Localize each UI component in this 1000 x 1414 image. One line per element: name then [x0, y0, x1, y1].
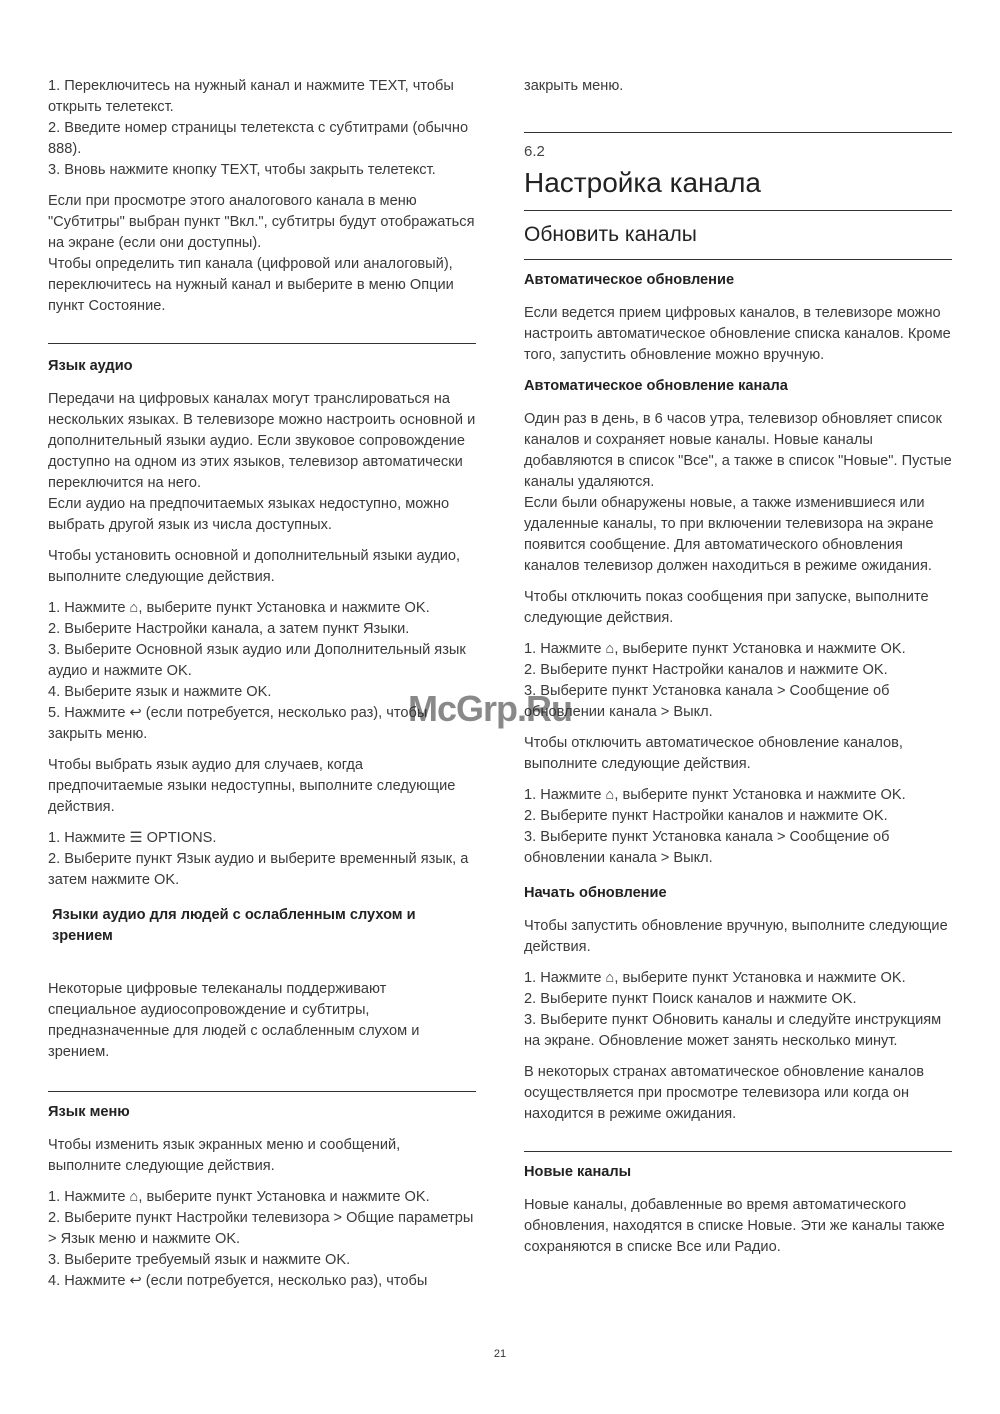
audio-step-2: 2. Выберите Настройки канала, а затем пункт Языки. — [48, 621, 410, 637]
channel-type-para: Чтобы определить тип канала (цифровой или аналоговый), переключитесь на нужный канал и выберите в меню Опции пункт Состояние. — [48, 256, 454, 314]
page-number: 21 — [493, 1348, 507, 1360]
auto-channel-para-2: Если были обнаружены новые, а также изменившиеся или удаленные каналы, то при включении телевизора на экране появится сообщение. Для автоматического обновления каналов телевизор должен находиться в режиме ожидания. — [524, 495, 934, 574]
msg-step-2: 2. Выберите пункт Настройки каналов и нажмите OK. — [524, 662, 888, 678]
menu-language-para: Чтобы изменить язык экранных меню и сообщений, выполните следующие действия. — [48, 1137, 401, 1174]
start-update-steps — [524, 968, 952, 1052]
impaired-audio-para: Некоторые цифровые телеканалы поддерживают специальное аудиосопровождение и субтитры, предназначенные для людей с ослабленным слухом и зрением. — [48, 981, 420, 1060]
audio-language-para-3: Чтобы установить основной и дополнительный языки аудио, выполните следующие действия. — [48, 548, 461, 585]
options-step-2: 2. Выберите пункт Язык аудио и выберите временный язык, а затем нажмите OK. — [48, 851, 469, 888]
disable-message-steps — [524, 639, 952, 723]
audio-language-para-4: Чтобы выбрать язык аудио для случаев, когда предпочитаемые языки недоступны, выполните следующие действия. — [48, 757, 456, 815]
divider — [48, 343, 476, 344]
update-channels-heading: Обновить каналы — [524, 223, 697, 246]
msg-step-3: 3. Выберите пункт Установка канала > Сообщение об обновлении канала > Выкл. — [524, 683, 890, 720]
divider — [524, 210, 952, 211]
menu-step-4: 4. Нажмите ↩ (если потребуется, несколько раз), чтобы — [48, 1273, 428, 1289]
watermark: McGrp.Ru — [408, 688, 573, 729]
start-update-para: Чтобы запустить обновление вручную, выполните следующие действия. — [524, 918, 948, 955]
divider — [524, 259, 952, 260]
audio-language-para-2: Если аудио на предпочитаемых языках недоступно, можно выбрать другой язык из числа доступных. — [48, 496, 450, 533]
audio-language-para-1: Передачи на цифровых каналах могут транслироваться на нескольких языках. В телевизоре можно настроить основной и дополнительный языки аудио. Если звуковое сопровождение доступно на одном из этих языков, телевизор автоматически переключится на него. — [48, 391, 476, 491]
audio-language-heading: Язык аудио — [48, 358, 133, 374]
start-step-3: 3. Выберите пункт Обновить каналы и следуйте инструкциям на экране. Обновление может занять несколько минут. — [524, 1012, 942, 1049]
intro-step-3: 3. Вновь нажмите кнопку TEXT, чтобы закрыть телетекст. — [48, 162, 436, 178]
menu-step-1: 1. Нажмите ⌂, выберите пункт Установка и нажмите OK. — [48, 1189, 430, 1205]
auto-step-3: 3. Выберите пункт Установка канала > Сообщение об обновлении канала > Выкл. — [524, 829, 890, 866]
section-title: Настройка канала — [524, 167, 762, 198]
options-step-1: 1. Нажмите ☰ OPTIONS. — [48, 830, 217, 846]
start-step-2: 2. Выберите пункт Поиск каналов и нажмите OK. — [524, 991, 857, 1007]
menu-step-2: 2. Выберите пункт Настройки телевизора > Общие параметры > Язык меню и нажмите OK. — [48, 1210, 474, 1247]
start-update-para-2: В некоторых странах автоматическое обновление каналов осуществляется при просмотре телевизора или когда он находится в режиме ожидания. — [524, 1064, 924, 1122]
intro-step-2: 2. Введите номер страницы телетекста с субтитрами (обычно 888). — [48, 120, 469, 157]
audio-step-5: 5. Нажмите ↩ (если потребуется, несколько раз), чтобы закрыть меню. — [48, 705, 428, 742]
divider — [48, 1091, 476, 1092]
auto-update-heading: Автоматическое обновление — [524, 272, 735, 288]
right-column — [524, 76, 952, 1268]
audio-step-4: 4. Выберите язык и нажмите OK. — [48, 684, 272, 700]
auto-channel-para-4: Чтобы отключить автоматическое обновление каналов, выполните следующие действия. — [524, 735, 903, 772]
divider — [524, 132, 952, 133]
intro-step-1: 1. Переключитесь на нужный канал и нажмите TEXT, чтобы открыть телетекст. — [48, 78, 454, 115]
start-update-heading: Начать обновление — [524, 885, 667, 901]
auto-channel-para-1: Один раз в день, в 6 часов утра, телевизор обновляет список каналов и сохраняет новые каналы. Новые каналы добавляются в список "Все", а также в список "Новые". Пустые каналы удаляются. — [524, 411, 952, 490]
new-channels-para: Новые каналы, добавленные во время автоматического обновления, находятся в списке Новые. Эти же каналы также сохраняются в списке Все или Радио. — [524, 1197, 945, 1255]
analog-subtitles-para: Если при просмотре этого аналогового канала в меню "Субтитры" выбран пункт "Вкл.", субтитры будут отображаться на экране (если они доступны). — [48, 193, 475, 251]
divider — [524, 1151, 952, 1152]
auto-channel-update-heading: Автоматическое обновление канала — [524, 378, 788, 394]
audio-options-steps — [48, 828, 476, 891]
start-step-1: 1. Нажмите ⌂, выберите пункт Установка и нажмите OK. — [524, 970, 906, 986]
disable-auto-steps — [524, 785, 952, 869]
msg-step-1: 1. Нажмите ⌂, выберите пункт Установка и нажмите OK. — [524, 641, 906, 657]
menu-step-3: 3. Выберите требуемый язык и нажмите OK. — [48, 1252, 351, 1268]
menu-language-steps — [48, 1187, 476, 1292]
new-channels-heading: Новые каналы — [524, 1164, 632, 1180]
impaired-audio-heading: Языки аудио для людей с ослабленным слухом и зрением — [52, 907, 416, 944]
audio-step-3: 3. Выберите Основной язык аудио или Дополнительный язык аудио и нажмите OK. — [48, 642, 466, 679]
continuation-text: закрыть меню. — [524, 78, 624, 94]
menu-language-heading: Язык меню — [48, 1104, 130, 1120]
section-number: 6.2 — [524, 143, 545, 160]
auto-step-2: 2. Выберите пункт Настройки каналов и нажмите OK. — [524, 808, 888, 824]
audio-step-1: 1. Нажмите ⌂, выберите пункт Установка и нажмите OK. — [48, 600, 430, 616]
auto-step-1: 1. Нажмите ⌂, выберите пункт Установка и нажмите OK. — [524, 787, 906, 803]
intro-steps — [48, 76, 476, 181]
auto-update-para: Если ведется прием цифровых каналов, в телевизоре можно настроить автоматическое обновление списка каналов. Кроме того, запустить обновление можно вручную. — [524, 305, 951, 363]
auto-channel-para-3: Чтобы отключить показ сообщения при запуске, выполните следующие действия. — [524, 589, 929, 626]
